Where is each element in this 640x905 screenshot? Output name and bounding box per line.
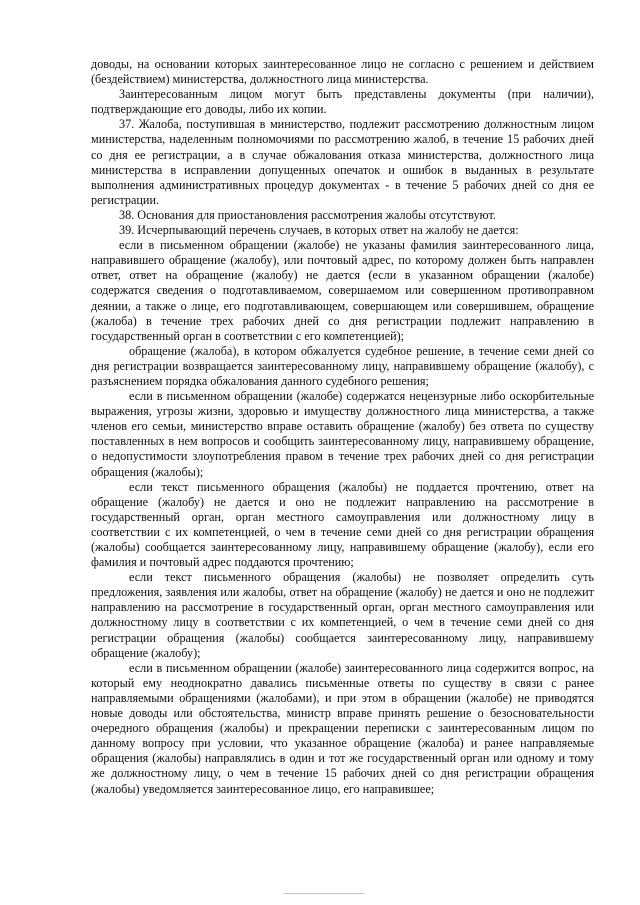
scan-edge-mark <box>284 893 364 894</box>
paragraph-documents: Заинтересованным лицом могут быть представлены документы (при наличии), подтверждающие его доводы, либо их копии. <box>91 87 594 117</box>
paragraph-item-38: 38. Основания для приостановления рассмотрения жалобы отсутствуют. <box>119 207 496 222</box>
paragraph-continuation: доводы, на основании которых заинтересованное лицо не согласно с решением и действием (бездействием) министерства, должностного лица министерства. <box>91 57 594 87</box>
list-item-no-name-address: если в письменном обращении (жалобе) не указаны фамилия заинтересованного лица, направившего обращение (жалобу), или почтовый адрес, по которому должен быть направлен ответ, ответ на обращение (жалобу) не дается (если в указанном обращении (жалобе) содержатся сведения о подготавливаемом, совершаемом или совершенном противоправном деянии, а также о лице, его подготавливающем, совершающем или совершившем, обращение (жалоба) в течение трех рабочих дней со дня регистрации подлежит направлению в государственный орган в соответствии с его компетенцией); <box>91 238 594 343</box>
list-item-obscene-language: если в письменном обращении (жалобе) содержатся нецензурные либо оскорбительные выражения, угрозы жизни, здоровью и имуществу должностного лица министерства, а также членов его семьи, министерство вправе оставить обращение (жалобу) без ответа по существу поставленных в нем вопросов и сообщить заинтересованному лицу, направившему обращение, о недопустимости злоупотребления правом в течение трех рабочих дней со дня регистрации обращения (жалобы); <box>91 389 594 479</box>
list-item-unreadable-text: если текст письменного обращения (жалобы) не поддается прочтению, ответ на обращение (жалобу) не дается и оно не подлежит направлению на рассмотрение в государственный орган, орган местного самоуправления или должностному лицу в соответствии с их компетенцией, о чем в течение семи дней со дня регистрации обращения (жалобы) сообщается заинтересованному лицу, направившему обращение (жалобу), если его фамилия и почтовый адрес поддаются прочтению; <box>91 479 594 570</box>
list-item-court-decision: обращение (жалоба), в котором обжалуется судебное решение, в течение семи дней со дня регистрации возвращается заинтересованному лицу, направившему обращение (жалобу), с разъяснением порядка обжалования данного судебного решения; <box>91 343 594 388</box>
document-body <box>91 57 594 797</box>
paragraph-item-37: 37. Жалоба, поступившая в министерство, подлежит рассмотрению должностным лицом министерства, наделенным полномочиями по рассмотрению жалоб, в течение 15 рабочих дней со дня ее регистрации, а в случае обжалования отказа министерства, должностного лица министерства в исправлении допущенных опечаток и ошибок в выданных в результате выполнения административных процедур документах - в течение 5 рабочих дней со дня ее регистрации. <box>91 117 594 207</box>
paragraph-item-39: 39. Исчерпывающий перечень случаев, в которых ответ на жалобу не дается: <box>119 223 519 238</box>
list-item-unclear-essence: если текст письменного обращения (жалобы) не позволяет определить суть предложения, заявления или жалобы, ответ на обращение (жалобу) не дается и оно не подлежит направлению на рассмотрение в государственный орган, орган местного самоуправления или должностному лицу в соответствии с их компетенцией, о чем в течение семи дней со дня регистрации обращения (жалобы) сообщается заинтересованному лицу, направившему обращение (жалобу); <box>91 570 594 660</box>
list-item-repeated-question: если в письменном обращении (жалобе) заинтересованного лица содержится вопрос, на который ему неоднократно давались письменные ответы по существу в связи с ранее направляемыми обращениями (жалобами), и при этом в обращении (жалобе) не приводятся новые доводы или обстоятельства, министр вправе принять решение о безосновательности очередного обращения (жалобы) и прекращении переписки с заинтересованным лицом по данному вопросу при условии, что указанное обращение (жалоба) и ранее направляемые обращения (жалобы) направлялись в один и тот же государственный орган или одному и тому же должностному лицу, о чем в течение 15 рабочих дней со дня регистрации обращения (жалобы) уведомляется заинтересованное лицо, его направившее; <box>91 660 594 796</box>
